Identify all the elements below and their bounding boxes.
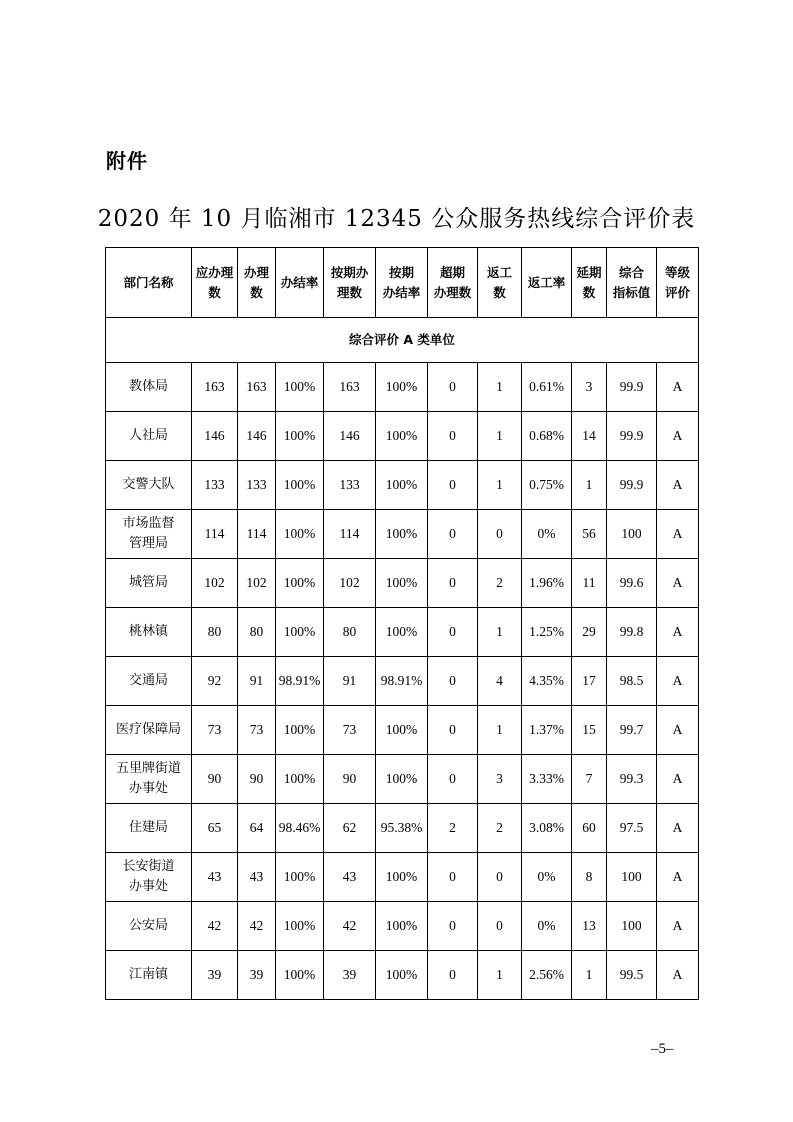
table-cell: 0%: [522, 510, 572, 559]
table-cell: 91: [238, 657, 276, 706]
table-cell: 43: [238, 853, 276, 902]
table-cell: 2: [478, 804, 522, 853]
table-cell: 100%: [276, 853, 324, 902]
table-cell: 0.68%: [522, 412, 572, 461]
table-cell: 114: [324, 510, 376, 559]
department-name-cell: [106, 363, 192, 412]
column-header: [572, 248, 607, 318]
department-name-line: 江南镇: [128, 967, 168, 982]
column-header-line: 应办理: [195, 264, 234, 280]
table-cell: 99.3: [607, 755, 657, 804]
page-number: –5–: [651, 1041, 674, 1057]
section-title: 综合评价 A 类单位: [106, 318, 699, 363]
department-name-cell: [106, 608, 192, 657]
table-cell: 11: [572, 559, 607, 608]
table-cell: A: [657, 510, 699, 559]
table-cell: 60: [572, 804, 607, 853]
table-cell: 80: [238, 608, 276, 657]
table-cell: 0: [478, 902, 522, 951]
evaluation-table: [105, 247, 699, 1000]
table-cell: 2.56%: [522, 951, 572, 1000]
table-cell: 114: [238, 510, 276, 559]
table-cell: 133: [324, 461, 376, 510]
table-cell: 65: [192, 804, 238, 853]
table-cell: A: [657, 559, 699, 608]
table-row: [106, 559, 699, 608]
table-cell: 73: [192, 706, 238, 755]
column-header-line: 理数: [336, 284, 362, 300]
department-name-line: 桃林镇: [128, 624, 168, 639]
department-name-cell: [106, 853, 192, 902]
department-name-cell: [106, 559, 192, 608]
table-cell: A: [657, 902, 699, 951]
table-cell: 100: [607, 853, 657, 902]
table-cell: 99.7: [607, 706, 657, 755]
column-header-line: 部门名称: [123, 274, 174, 290]
table-cell: 114: [192, 510, 238, 559]
column-header-line: 数: [582, 284, 596, 300]
table-cell: 100%: [376, 363, 428, 412]
table-cell: 98.46%: [276, 804, 324, 853]
table-cell: 3.08%: [522, 804, 572, 853]
table-cell: 42: [192, 902, 238, 951]
section-row: [106, 318, 699, 363]
column-header-line: 数: [493, 284, 506, 300]
department-name-cell: [106, 755, 192, 804]
table-cell: 7: [572, 755, 607, 804]
department-name-line: 公安局: [128, 918, 168, 933]
table-cell: 90: [324, 755, 376, 804]
column-header-line: 等级: [664, 264, 690, 280]
table-cell: 39: [192, 951, 238, 1000]
table-cell: 100%: [376, 755, 428, 804]
column-header-line: 超期: [439, 264, 465, 280]
table-cell: 2: [478, 559, 522, 608]
department-name-line: 五里牌街道: [115, 761, 181, 776]
table-cell: 0%: [522, 853, 572, 902]
column-header: [522, 248, 572, 318]
column-header: [276, 248, 324, 318]
table-cell: 102: [324, 559, 376, 608]
table-cell: 100%: [276, 608, 324, 657]
table-cell: 14: [572, 412, 607, 461]
table-cell: 1: [478, 363, 522, 412]
table-cell: 133: [238, 461, 276, 510]
table-cell: 0: [428, 902, 478, 951]
table-cell: 1: [478, 412, 522, 461]
table-cell: 1: [572, 951, 607, 1000]
table-row: [106, 902, 699, 951]
table-cell: 3: [478, 755, 522, 804]
column-header-line: 数: [208, 284, 221, 300]
column-header-line: 按期办: [330, 264, 369, 280]
column-header: [106, 248, 192, 318]
table-cell: 2: [428, 804, 478, 853]
table-cell: 100%: [376, 412, 428, 461]
table-cell: 1: [572, 461, 607, 510]
table-cell: 100%: [376, 853, 428, 902]
table-cell: 3.33%: [522, 755, 572, 804]
column-header-line: 办理数: [433, 284, 472, 300]
table-cell: 90: [192, 755, 238, 804]
table-row: [106, 412, 699, 461]
table-row: [106, 461, 699, 510]
table-cell: 99.9: [607, 363, 657, 412]
column-header: [192, 248, 238, 318]
table-cell: 99.9: [607, 412, 657, 461]
table-cell: 98.91%: [276, 657, 324, 706]
table-cell: 0: [478, 510, 522, 559]
table-cell: 29: [572, 608, 607, 657]
table-cell: 1.25%: [522, 608, 572, 657]
table-cell: 100%: [276, 559, 324, 608]
department-name-line: 办事处: [128, 781, 168, 796]
department-name-line: 办事处: [128, 879, 168, 894]
column-header-line: 返工率: [527, 274, 566, 290]
table-cell: 0: [428, 951, 478, 1000]
table-cell: 100: [607, 510, 657, 559]
table-cell: 17: [572, 657, 607, 706]
table-cell: 0: [428, 412, 478, 461]
table-cell: 146: [192, 412, 238, 461]
table-cell: 100%: [276, 706, 324, 755]
table-cell: 0: [428, 559, 478, 608]
column-header-line: 办结率: [382, 284, 421, 300]
table-cell: 100%: [376, 706, 428, 755]
department-name-line: 人社局: [128, 428, 168, 443]
table-cell: 56: [572, 510, 607, 559]
table-cell: 100%: [376, 461, 428, 510]
table-cell: A: [657, 804, 699, 853]
table-cell: 92: [192, 657, 238, 706]
table-cell: 100%: [276, 902, 324, 951]
table-cell: 99.8: [607, 608, 657, 657]
table-cell: 0: [428, 363, 478, 412]
table-cell: 1.96%: [522, 559, 572, 608]
table-cell: A: [657, 657, 699, 706]
page-title: 2020 年 10 月临湘市 12345 公众服务热线综合评价表: [97, 206, 696, 232]
table-cell: 133: [192, 461, 238, 510]
table-cell: 1: [478, 608, 522, 657]
column-header-line: 评价: [664, 284, 690, 300]
table-cell: 62: [324, 804, 376, 853]
department-name-cell: [106, 804, 192, 853]
table-cell: A: [657, 412, 699, 461]
table-cell: 99.6: [607, 559, 657, 608]
table-cell: 1: [478, 706, 522, 755]
column-header: [376, 248, 428, 318]
table-cell: 91: [324, 657, 376, 706]
table-cell: 100%: [376, 608, 428, 657]
table-cell: 0: [428, 510, 478, 559]
table-cell: 99.9: [607, 461, 657, 510]
table-row: [106, 804, 699, 853]
table-cell: 39: [324, 951, 376, 1000]
table-cell: A: [657, 853, 699, 902]
attachment-label: 附件: [106, 149, 148, 173]
table-cell: 4: [478, 657, 522, 706]
table-cell: 102: [238, 559, 276, 608]
table-cell: 73: [324, 706, 376, 755]
table-cell: 0: [428, 853, 478, 902]
table-cell: 97.5: [607, 804, 657, 853]
department-name-cell: [106, 461, 192, 510]
table-cell: A: [657, 461, 699, 510]
table-cell: 13: [572, 902, 607, 951]
table-cell: 95.38%: [376, 804, 428, 853]
table-cell: 1: [478, 951, 522, 1000]
table-cell: 99.5: [607, 951, 657, 1000]
table-cell: 100%: [276, 510, 324, 559]
column-header: [238, 248, 276, 318]
table-cell: A: [657, 951, 699, 1000]
table-row: [106, 657, 699, 706]
table-row: [106, 706, 699, 755]
department-name-line: 城管局: [128, 575, 168, 590]
table-cell: 100%: [376, 902, 428, 951]
table-cell: 42: [324, 902, 376, 951]
table-cell: 0.61%: [522, 363, 572, 412]
table-cell: A: [657, 755, 699, 804]
department-name-cell: [106, 951, 192, 1000]
table-cell: 1.37%: [522, 706, 572, 755]
table-cell: A: [657, 363, 699, 412]
department-name-cell: [106, 706, 192, 755]
table-cell: 100%: [376, 559, 428, 608]
department-name-cell: [106, 510, 192, 559]
table-cell: 80: [324, 608, 376, 657]
table-cell: 100%: [276, 951, 324, 1000]
table-cell: 98.91%: [376, 657, 428, 706]
column-header-line: 按期: [388, 264, 414, 280]
table-row: [106, 510, 699, 559]
department-name-cell: [106, 902, 192, 951]
column-header-line: 延期: [576, 264, 602, 280]
table-cell: 43: [324, 853, 376, 902]
column-header-line: 办结率: [280, 274, 319, 290]
table-cell: 163: [238, 363, 276, 412]
table-header-row: [106, 248, 699, 318]
department-name-line: 住建局: [128, 820, 168, 835]
table-cell: 163: [192, 363, 238, 412]
department-name-line: 交通局: [128, 673, 168, 688]
table-cell: 0: [428, 461, 478, 510]
table-cell: 43: [192, 853, 238, 902]
table-row: [106, 608, 699, 657]
table-cell: 73: [238, 706, 276, 755]
table-cell: 15: [572, 706, 607, 755]
table-cell: 0.75%: [522, 461, 572, 510]
table-cell: 42: [238, 902, 276, 951]
department-name-cell: [106, 657, 192, 706]
table-cell: 0: [428, 755, 478, 804]
table-cell: 39: [238, 951, 276, 1000]
department-name-cell: [106, 412, 192, 461]
table-cell: 1: [478, 461, 522, 510]
table-cell: A: [657, 608, 699, 657]
table-cell: 100%: [276, 755, 324, 804]
column-header-line: 办理: [243, 264, 269, 280]
table-row: [106, 853, 699, 902]
table-cell: 100%: [276, 412, 324, 461]
column-header-line: 指标值: [612, 284, 651, 300]
column-header: [324, 248, 376, 318]
department-name-line: 长安街道: [122, 859, 175, 874]
department-name-line: 交警大队: [122, 477, 175, 492]
table-cell: 0: [428, 657, 478, 706]
column-header-line: 返工: [486, 264, 512, 280]
table-cell: 100%: [276, 363, 324, 412]
table-cell: 64: [238, 804, 276, 853]
table-row: [106, 951, 699, 1000]
table-cell: 146: [324, 412, 376, 461]
table-cell: 90: [238, 755, 276, 804]
table-cell: 100%: [376, 510, 428, 559]
table-row: [106, 755, 699, 804]
table-cell: 4.35%: [522, 657, 572, 706]
table-cell: A: [657, 706, 699, 755]
table-cell: 3: [572, 363, 607, 412]
table-cell: 80: [192, 608, 238, 657]
column-header: [607, 248, 657, 318]
table-cell: 100%: [276, 461, 324, 510]
table-cell: 0%: [522, 902, 572, 951]
column-header-line: 综合: [618, 264, 644, 280]
table-cell: 0: [478, 853, 522, 902]
column-header: [428, 248, 478, 318]
department-name-line: 教体局: [128, 379, 168, 394]
table-cell: 98.5: [607, 657, 657, 706]
table-cell: 102: [192, 559, 238, 608]
table-cell: 163: [324, 363, 376, 412]
table-row: [106, 363, 699, 412]
department-name-line: 市场监督: [122, 516, 175, 531]
table-cell: 146: [238, 412, 276, 461]
table-cell: 8: [572, 853, 607, 902]
table-cell: 100%: [376, 951, 428, 1000]
column-header: [657, 248, 699, 318]
table-cell: 0: [428, 608, 478, 657]
department-name-line: 医疗保障局: [115, 722, 181, 737]
department-name-line: 管理局: [128, 536, 168, 551]
table-cell: 0: [428, 706, 478, 755]
table-cell: 100: [607, 902, 657, 951]
column-header-line: 数: [250, 284, 263, 300]
column-header: [478, 248, 522, 318]
